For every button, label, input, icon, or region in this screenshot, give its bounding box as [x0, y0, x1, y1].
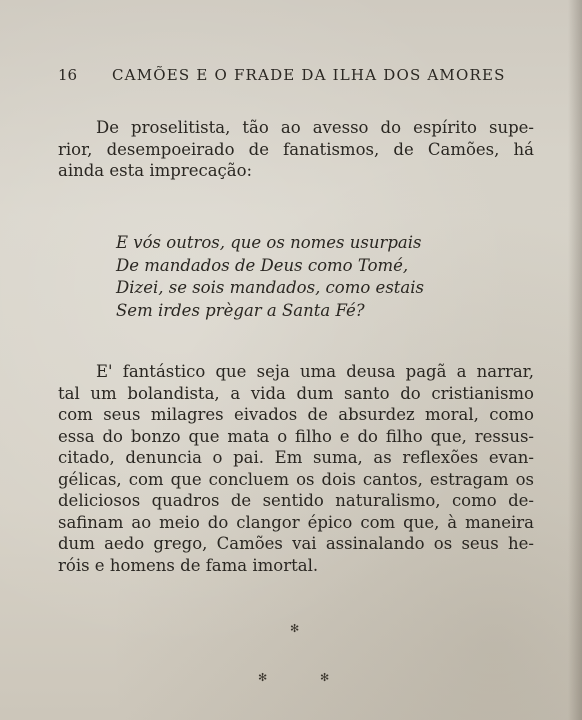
paragraph-line: dum aedo grego, Camões vai assinalando os seus he-	[58, 534, 534, 553]
asterism-ornament-icon: ✻	[290, 622, 300, 635]
asterism-ornament-icon: ✻	[258, 671, 268, 684]
paragraph-line: com seus milagres eivados de absurdez moral, como	[58, 405, 534, 424]
paragraph-commentary	[58, 361, 534, 576]
paragraph-line: tal um bolandista, a vida dum santo do cristianismo	[58, 383, 534, 403]
running-title: CAMÕES E O FRADE DA ILHA DOS AMORES	[112, 66, 506, 84]
paragraph-line: essa do bonzo que mata o filho e do filho que, ressus-	[58, 426, 534, 446]
verse-line: Sem irdes prègar a Santa Fé?	[116, 300, 365, 320]
paragraph-line: deliciosos quadros de sentido naturalismo, como de-	[58, 491, 534, 510]
paragraph-line: safinam ao meio do clangor épico com que, à maneira	[58, 512, 534, 532]
paragraph-line: rior, desempoeirado de fanatismos, de Camões, há	[58, 139, 534, 159]
verse-quote	[116, 232, 436, 322]
paragraph-line: róis e homens de fama imortal.	[58, 555, 319, 575]
verse-line: E vós outros, que os nomes usurpais	[116, 233, 422, 252]
verse-line: De mandados de Deus como Tomé,	[116, 255, 409, 275]
verse-line: Dizei, se sois mandados, como estais	[116, 278, 425, 297]
page-header	[58, 66, 528, 86]
page-edge-shadow	[568, 0, 582, 720]
paragraph-intro	[58, 117, 534, 182]
paragraph-line: E' fantástico que seja uma deusa pagã a narrar,	[96, 362, 534, 381]
paragraph-line: citado, denuncia o pai. Em suma, as reflexões evan-	[58, 448, 534, 467]
paragraph-line: ainda esta imprecação:	[58, 161, 253, 180]
paragraph-line: gélicas, com que concluem os dois cantos, estragam os	[58, 469, 534, 489]
asterism-ornament-icon: ✻	[320, 671, 330, 684]
paragraph-line: De proselitista, tão ao avesso do espírito supe-	[96, 118, 534, 137]
page-number: 16	[58, 66, 78, 84]
